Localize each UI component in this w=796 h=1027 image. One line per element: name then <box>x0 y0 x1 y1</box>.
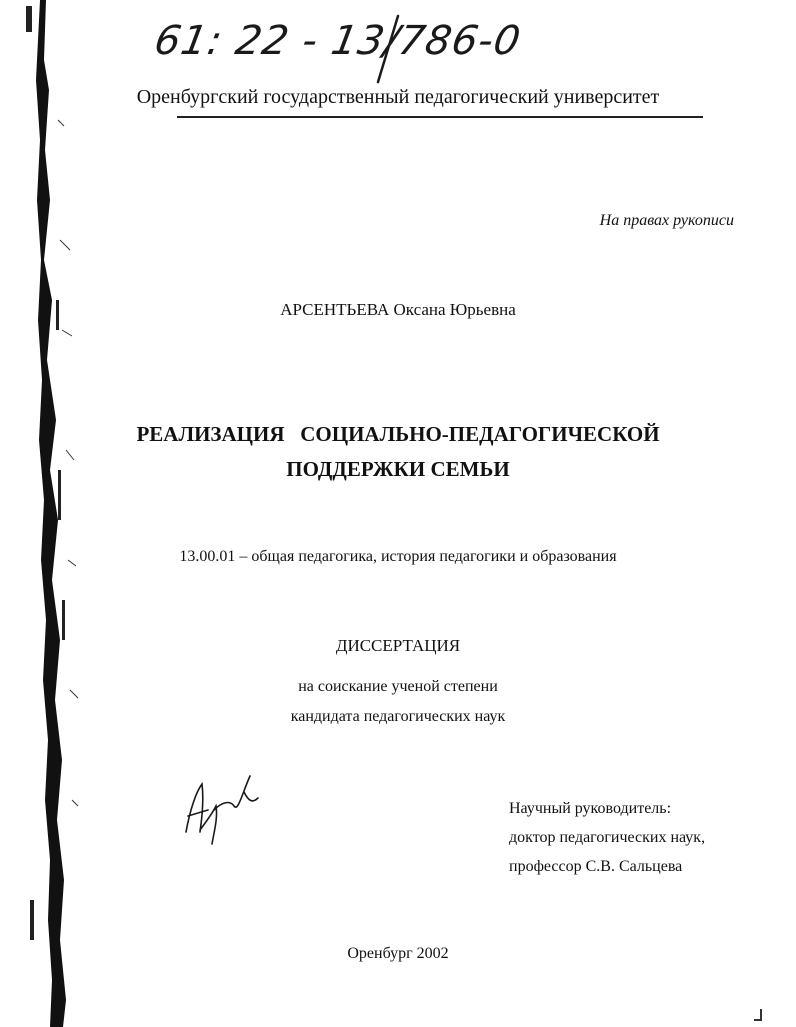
supervisor-name: профессор С.В. Сальцева <box>509 858 683 875</box>
handwritten-catalog-number: 61: 22 - 13/786-0 <box>150 18 525 64</box>
degree-line-2: кандидата педагогических наук <box>290 708 506 725</box>
scan-edge-artifact <box>0 0 80 1027</box>
specialty-code: 13.00.01 – общая педагогика, история педагогики и образования <box>179 548 617 565</box>
handwritten-signature <box>178 770 268 850</box>
supervisor-degree: доктор педагогических наук, <box>509 829 706 846</box>
author-name: АРСЕНТЬЕВА Оксана Юрьевна <box>280 300 516 319</box>
document-type: ДИССЕРТАЦИЯ <box>335 636 461 655</box>
supervisor-label: Научный руководитель: <box>509 800 672 817</box>
city-year: Оренбург 2002 <box>347 945 449 962</box>
university-name: Оренбургский государственный педагогический университет <box>136 86 660 108</box>
scan-corner-mark <box>754 1009 762 1021</box>
title-line-2: ПОДДЕРЖКИ СЕМЬИ <box>286 457 510 481</box>
university-underline <box>177 116 703 118</box>
title-line-1: РЕАЛИЗАЦИЯ СОЦИАЛЬНО-ПЕДАГОГИЧЕСКОЙ <box>136 422 660 446</box>
manuscript-rights-note: На правах рукописи <box>599 212 734 229</box>
dissertation-title <box>0 417 796 487</box>
degree-line-1: на соискание ученой степени <box>298 678 498 695</box>
